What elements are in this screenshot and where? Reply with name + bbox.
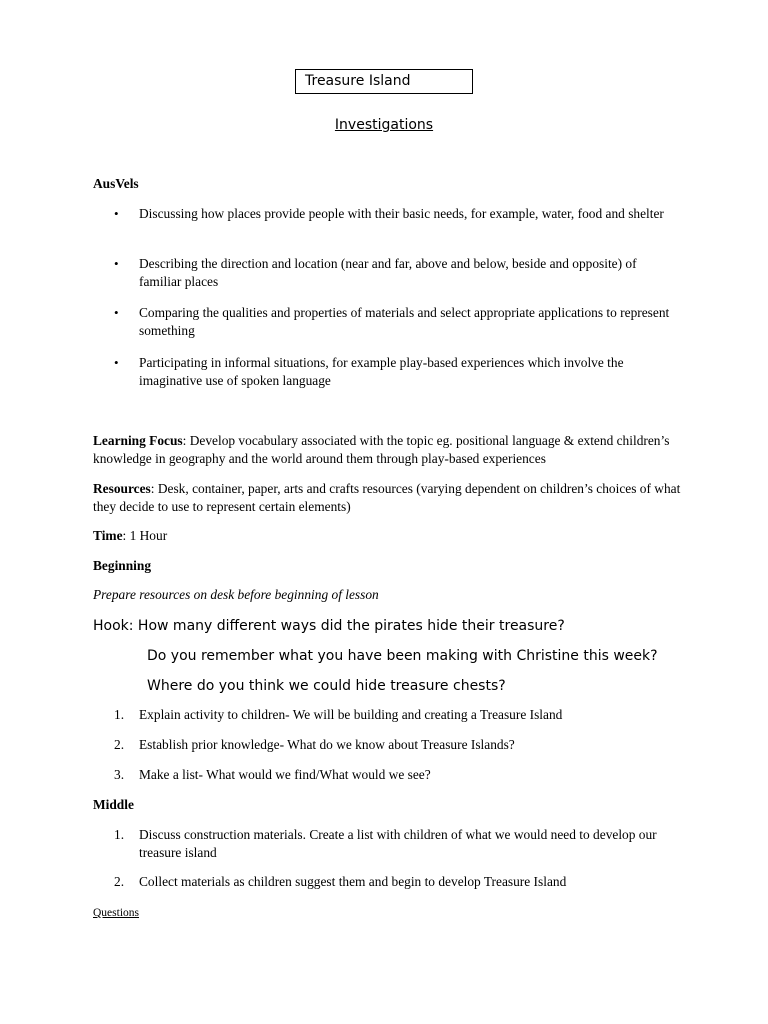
step-number: 2.	[114, 737, 125, 752]
ausvels-heading: AusVels	[93, 176, 139, 191]
step-number: 2.	[114, 874, 125, 889]
beginning-note: Prepare resources on desk before beginning of lesson	[93, 587, 379, 602]
step-text: Collect materials as children suggest them and begin to develop Treasure Island	[139, 874, 567, 889]
time-text: : 1 Hour	[122, 528, 168, 543]
time-paragraph	[93, 527, 683, 545]
questions-heading: Questions	[93, 907, 139, 919]
middle-heading: Middle	[93, 797, 134, 812]
time-label: Time	[93, 528, 123, 543]
learning-focus-paragraph	[93, 432, 683, 468]
beginning-heading: Beginning	[93, 558, 152, 573]
list-item-text: Discussing how places provide people with their basic needs, for example, water, food and shelter	[139, 206, 664, 221]
learning-focus-text: : Develop vocabulary associated with the topic eg. positional language & extend children’s knowledge in geography and the world around them through play-based experiences	[93, 433, 670, 466]
resources-label: Resources	[93, 481, 151, 496]
resources-paragraph	[93, 480, 683, 516]
bullet-icon: •	[114, 256, 119, 271]
bullet-icon: •	[114, 305, 119, 320]
step-number: 1.	[114, 827, 125, 842]
step-text: Explain activity to children- We will be building and creating a Treasure Island	[139, 707, 563, 722]
list-item-text: Comparing the qualities and properties of materials and select appropriate applications to represent something	[139, 305, 670, 338]
step-text: Make a list- What would we find/What would we see?	[139, 767, 431, 782]
resources-text: : Desk, container, paper, arts and crafts resources (varying dependent on children’s choices of what they decide to use to represent certain elements)	[93, 481, 681, 514]
bullet-icon: •	[114, 206, 119, 221]
title-box: Treasure Island	[295, 69, 473, 94]
learning-focus-label: Learning Focus	[93, 433, 183, 448]
hook-line-3: Where do you think we could hide treasure chests?	[147, 678, 506, 694]
hook-line-1: Hook: How many different ways did the pirates hide their treasure?	[93, 618, 565, 634]
step-number: 3.	[114, 767, 125, 782]
step-number: 1.	[114, 707, 125, 722]
hook-line-2: Do you remember what you have been making with Christine this week?	[147, 648, 658, 664]
step-text: Establish prior knowledge- What do we know about Treasure Islands?	[139, 737, 515, 752]
list-item-text: Describing the direction and location (near and far, above and below, beside and opposite) of familiar places	[139, 256, 637, 289]
list-item-text: Participating in informal situations, for example play-based experiences which involve the imaginative use of spoken language	[139, 355, 624, 388]
subtitle: Investigations	[334, 117, 434, 133]
step-text: Discuss construction materials. Create a list with children of what we would need to develop our treasure island	[139, 827, 657, 860]
bullet-icon: •	[114, 355, 119, 370]
